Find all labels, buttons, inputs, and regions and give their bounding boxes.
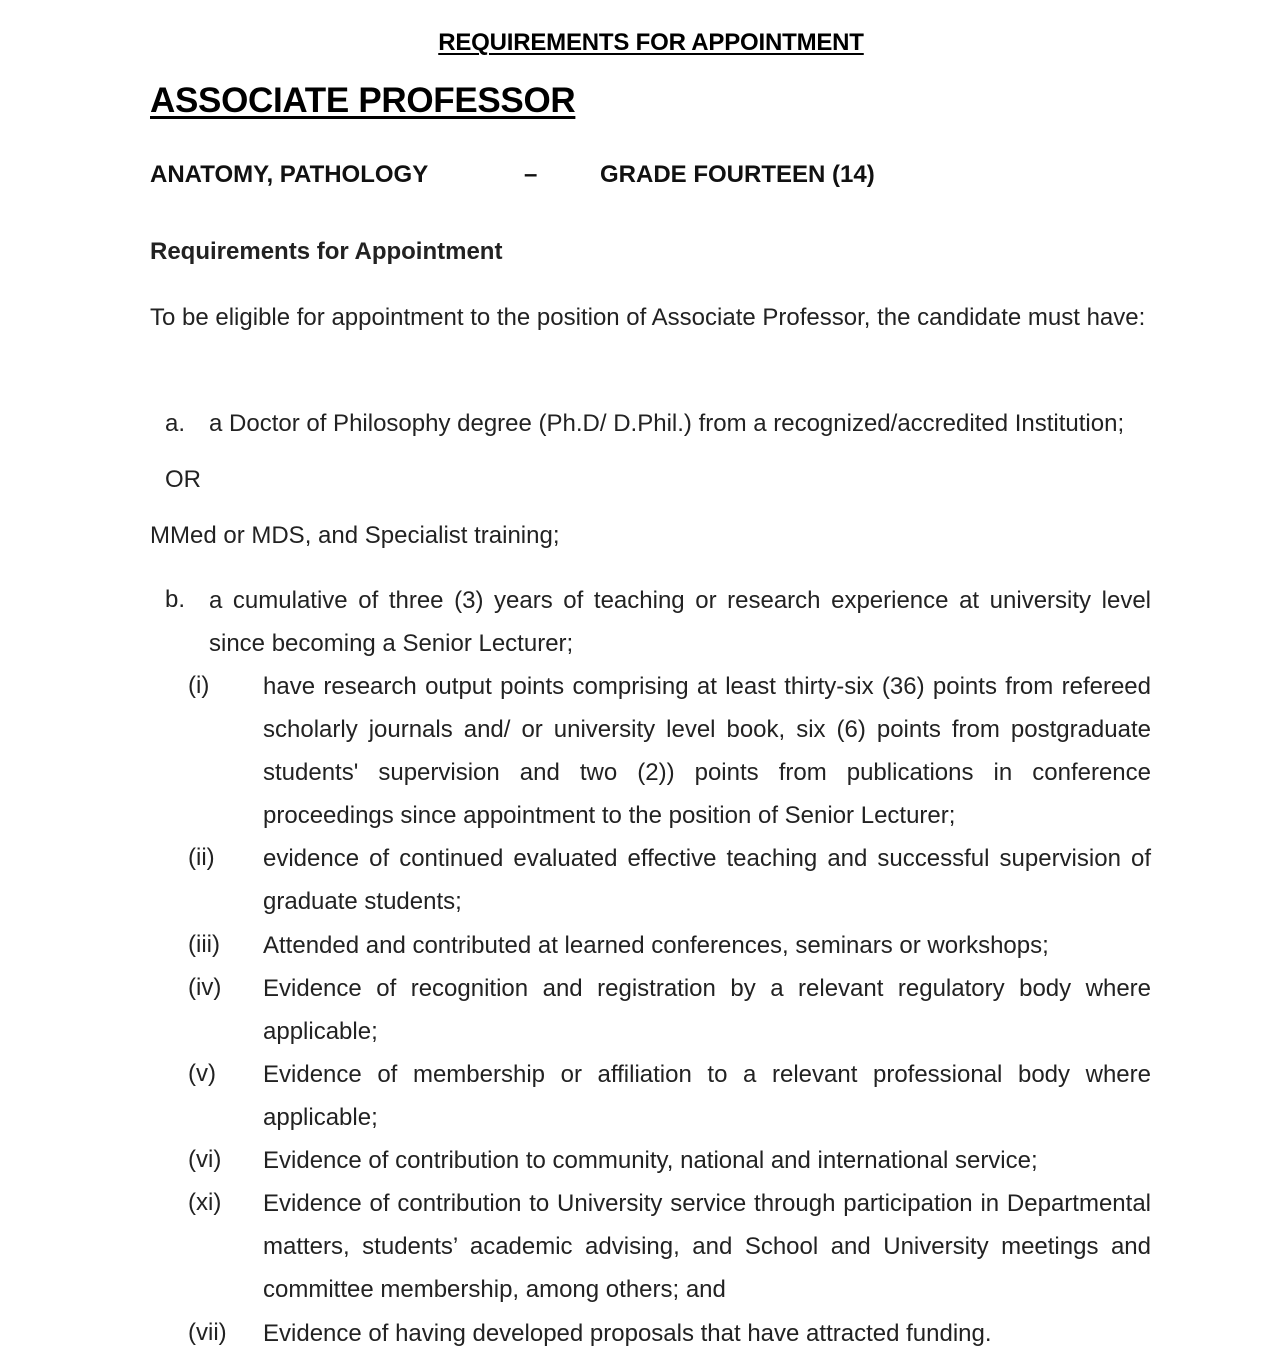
sub-item-text: Evidence of membership or affiliation to a relevant professional body where applicable; <box>263 1061 1151 1131</box>
sub-item-text: Evidence of recognition and registration by a relevant regulatory body where applicable; <box>263 975 1151 1045</box>
sub-item-text: have research output points comprising at least thirty-six (36) points from refereed scholarly journals and/ or university level book, six (6) points from postgraduate students' supervision and two (2)) points from publications in conference proceedings since appointment to the position of Senior Lecturer; <box>263 673 1151 829</box>
item-a-text: a Doctor of Philosophy degree (Ph.D/ D.Phil.) from a recognized/accredited Institution; <box>209 410 1125 437</box>
sub-item-text: Attended and contributed at learned conferences, seminars or workshops; <box>263 932 1049 959</box>
item-a-label: a. <box>165 410 186 437</box>
sub-item-text: evidence of continued evaluated effective teaching and successful supervision of graduate students; <box>263 845 1151 915</box>
document-header: REQUIREMENTS FOR APPOINTMENT <box>438 29 864 56</box>
item-b-text: a cumulative of three (3) years of teaching or research experience at university level since becoming a Senior Lecturer; <box>209 587 1151 657</box>
sub-item-text: Evidence of contribution to community, national and international service; <box>263 1147 1038 1174</box>
sub-item-text: Evidence of contribution to University service through participation in Departmental matters, students’ academic advising, and School and University meetings and committee membership, among others; and <box>263 1190 1151 1303</box>
sub-item-label: (vi) <box>188 1146 222 1173</box>
grade-label: GRADE FOURTEEN (14) <box>600 161 875 188</box>
sub-item-label: (iv) <box>188 974 222 1001</box>
sub-item-label: (vii) <box>188 1319 227 1346</box>
or-label: OR <box>165 466 201 493</box>
sub-item-label: (xi) <box>188 1189 222 1216</box>
sub-item-label: (v) <box>188 1060 216 1087</box>
item-b-label: b. <box>165 586 186 613</box>
sub-item-label: (ii) <box>188 844 215 871</box>
department-label: ANATOMY, PATHOLOGY <box>150 161 429 188</box>
intro-paragraph: To be eligible for appointment to the position of Associate Professor, the candidate must have: <box>150 304 1146 331</box>
position-title: ASSOCIATE PROFESSOR <box>150 81 576 120</box>
section-heading: Requirements for Appointment <box>150 238 503 265</box>
sub-item-label: (iii) <box>188 931 220 958</box>
dash-separator: – <box>524 161 538 188</box>
sub-item-label: (i) <box>188 672 210 699</box>
sub-item-text: Evidence of having developed proposals that have attracted funding. <box>263 1320 992 1347</box>
alternative-qualification: MMed or MDS, and Specialist training; <box>150 522 560 549</box>
